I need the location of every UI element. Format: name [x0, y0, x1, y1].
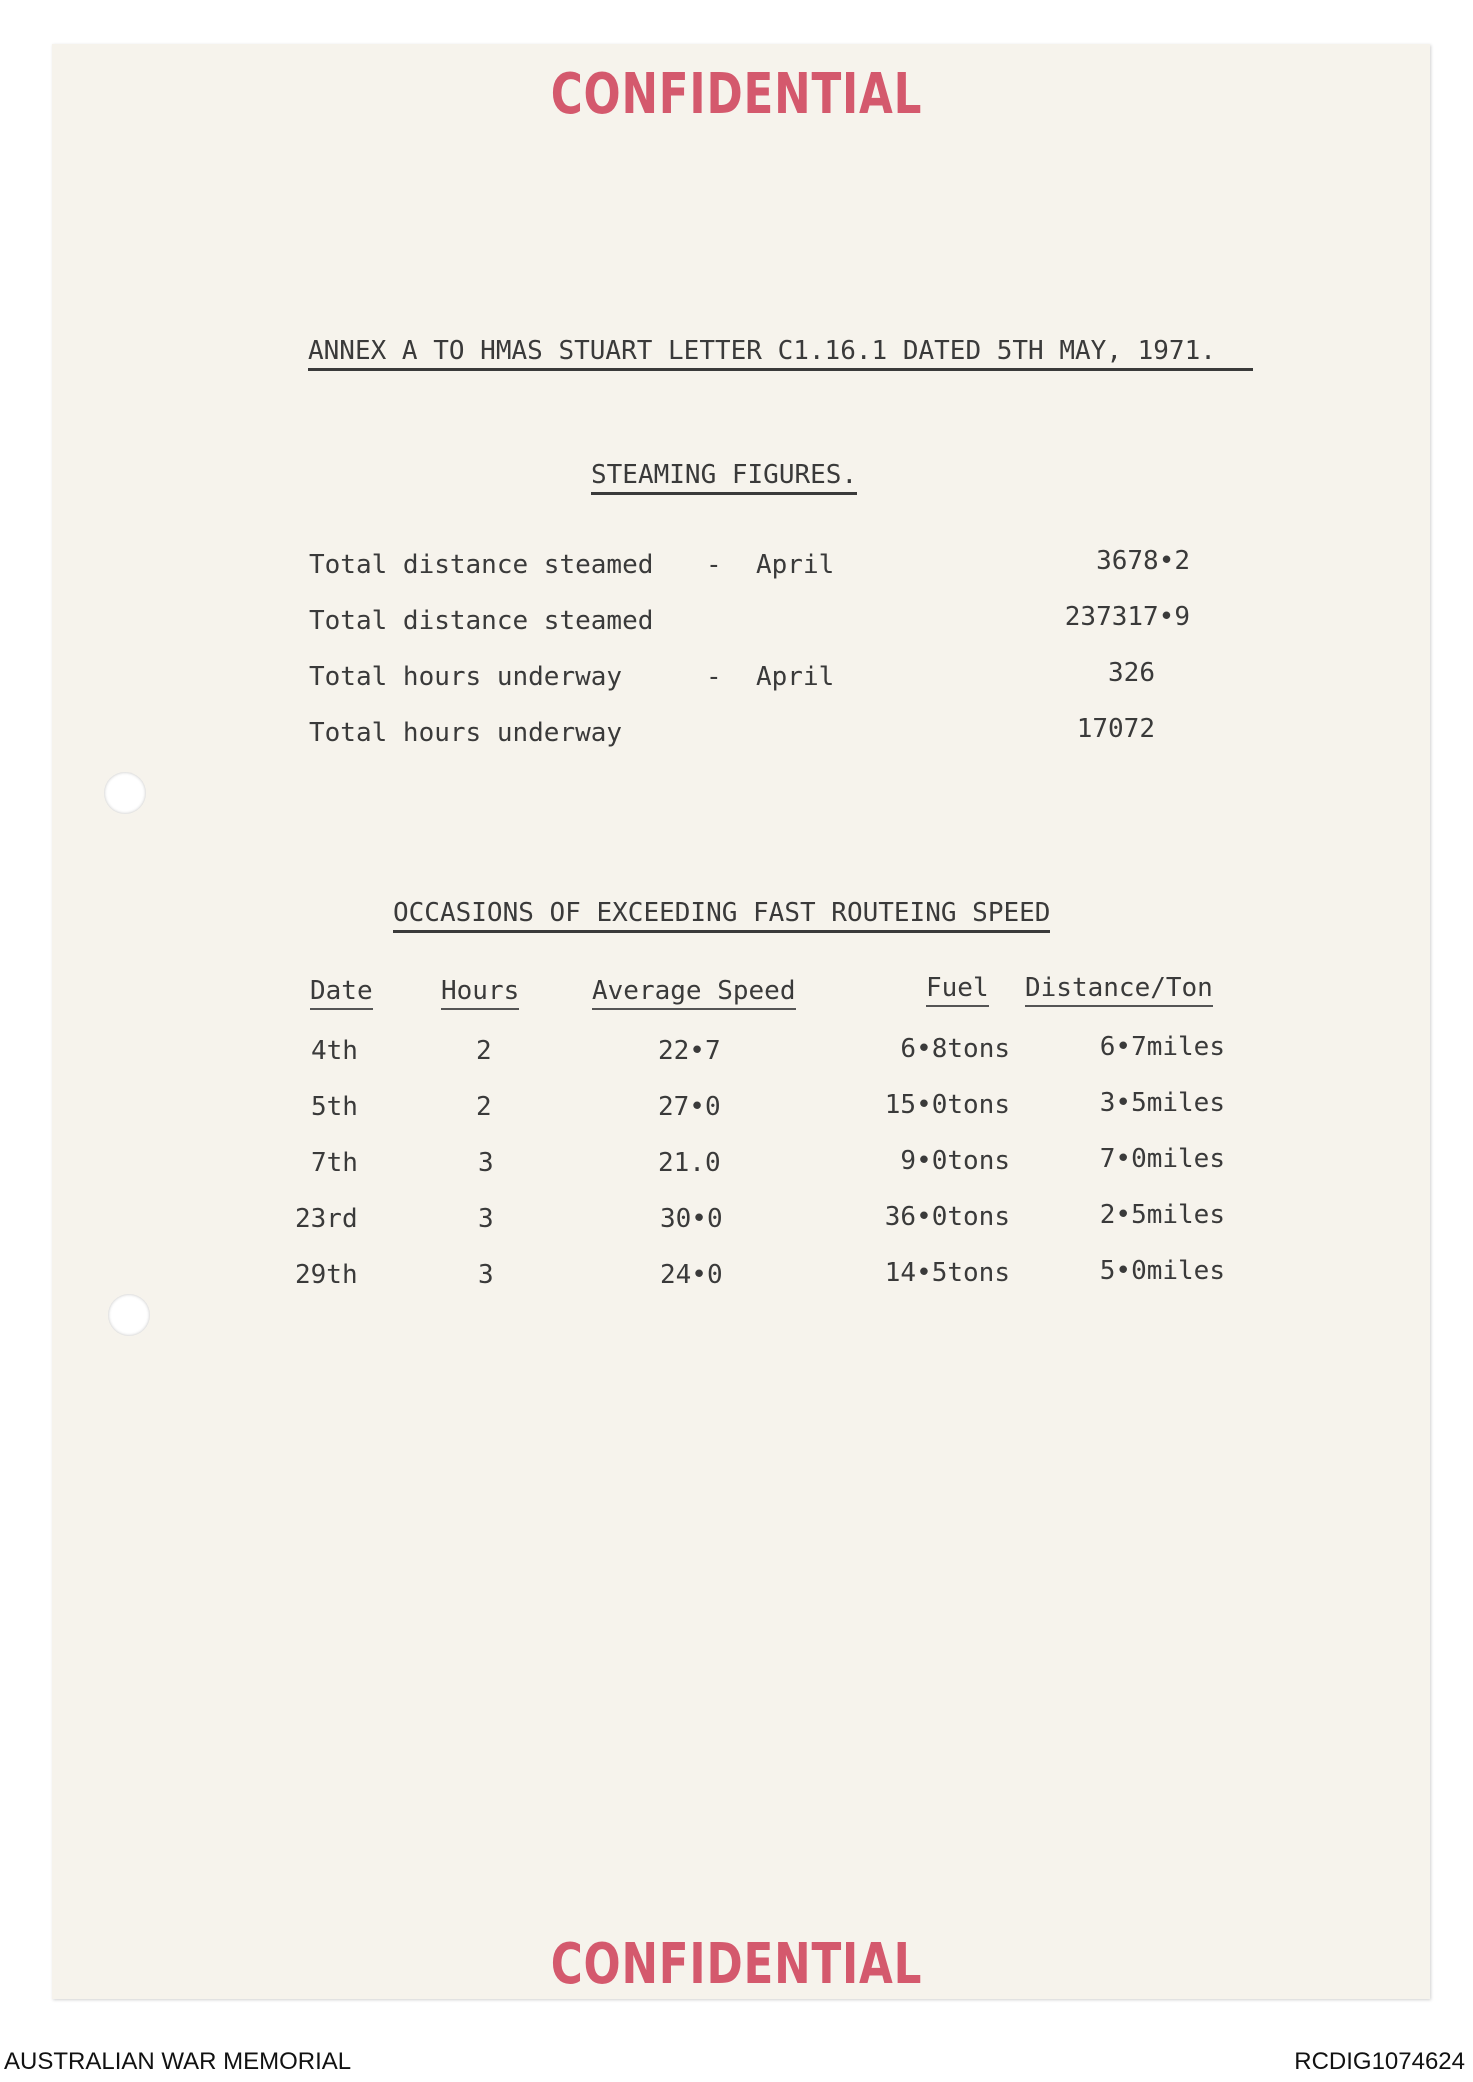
- cell-distance: 5•0miles: [1099, 1256, 1225, 1286]
- footer-institution: AUSTRALIAN WAR MEMORIAL: [4, 2048, 352, 2075]
- occasions-title: OCCASIONS OF EXCEEDING FAST ROUTEING SPEED: [393, 898, 1050, 933]
- cell-distance: 2•5miles: [1099, 1200, 1225, 1230]
- steaming-value: 326: [1108, 658, 1155, 688]
- cell-distance: 7•0miles: [1099, 1144, 1225, 1174]
- steaming-month: April: [756, 550, 835, 580]
- punch-hole-lower: [108, 1294, 150, 1336]
- cell-date: 29th: [295, 1260, 358, 1290]
- steaming-value: 237317•9: [1064, 602, 1190, 632]
- header-date: Date: [310, 976, 373, 1010]
- cell-hours: 2: [476, 1092, 492, 1122]
- cell-hours: 3: [478, 1260, 494, 1290]
- steaming-label: Total distance steamed: [309, 550, 654, 580]
- header-fuel: Fuel: [926, 973, 989, 1007]
- cell-hours: 2: [476, 1036, 492, 1066]
- cell-speed: 27•0: [658, 1092, 721, 1122]
- cell-speed: 24•0: [660, 1260, 723, 1290]
- header-average-speed: Average Speed: [592, 976, 796, 1010]
- confidential-stamp-top: CONFIDENTIAL: [550, 62, 923, 127]
- cell-fuel: 15•0tons: [884, 1090, 1010, 1120]
- cell-distance: 6•7miles: [1099, 1032, 1225, 1062]
- cell-fuel: 14•5tons: [884, 1258, 1010, 1288]
- header-distance-ton: Distance/Ton: [1025, 973, 1213, 1007]
- confidential-stamp-bottom: CONFIDENTIAL: [550, 1932, 923, 1997]
- steaming-label: Total hours underway: [309, 718, 623, 748]
- cell-fuel: 6•8tons: [900, 1034, 1010, 1064]
- cell-speed: 30•0: [660, 1204, 723, 1234]
- cell-date: 7th: [311, 1148, 358, 1178]
- cell-distance: 3•5miles: [1099, 1088, 1225, 1118]
- steaming-label: Total hours underway: [309, 662, 623, 692]
- steaming-label: Total distance steamed: [309, 606, 654, 636]
- cell-date: 23rd: [295, 1204, 358, 1234]
- cell-fuel: 9•0tons: [900, 1146, 1010, 1176]
- cell-speed: 22•7: [658, 1036, 721, 1066]
- steaming-figures-title: STEAMING FIGURES.: [591, 460, 857, 495]
- steaming-month: April: [756, 662, 835, 692]
- header-hours: Hours: [441, 976, 519, 1010]
- cell-speed: 21.0: [658, 1148, 721, 1178]
- steaming-value: 17072: [1076, 714, 1155, 744]
- cell-date: 4th: [311, 1036, 358, 1066]
- steaming-dash: -: [706, 662, 722, 692]
- footer-record-id: RCDIG1074624: [1294, 2048, 1465, 2075]
- cell-hours: 3: [478, 1148, 494, 1178]
- annex-heading: ANNEX A TO HMAS STUART LETTER C1.16.1 DATED 5TH MAY, 1971.: [308, 336, 1253, 371]
- cell-fuel: 36•0tons: [884, 1202, 1010, 1232]
- steaming-dash: -: [706, 550, 722, 580]
- punch-hole-upper: [104, 772, 146, 814]
- cell-hours: 3: [478, 1204, 494, 1234]
- steaming-value: 3678•2: [1096, 546, 1190, 576]
- cell-date: 5th: [311, 1092, 358, 1122]
